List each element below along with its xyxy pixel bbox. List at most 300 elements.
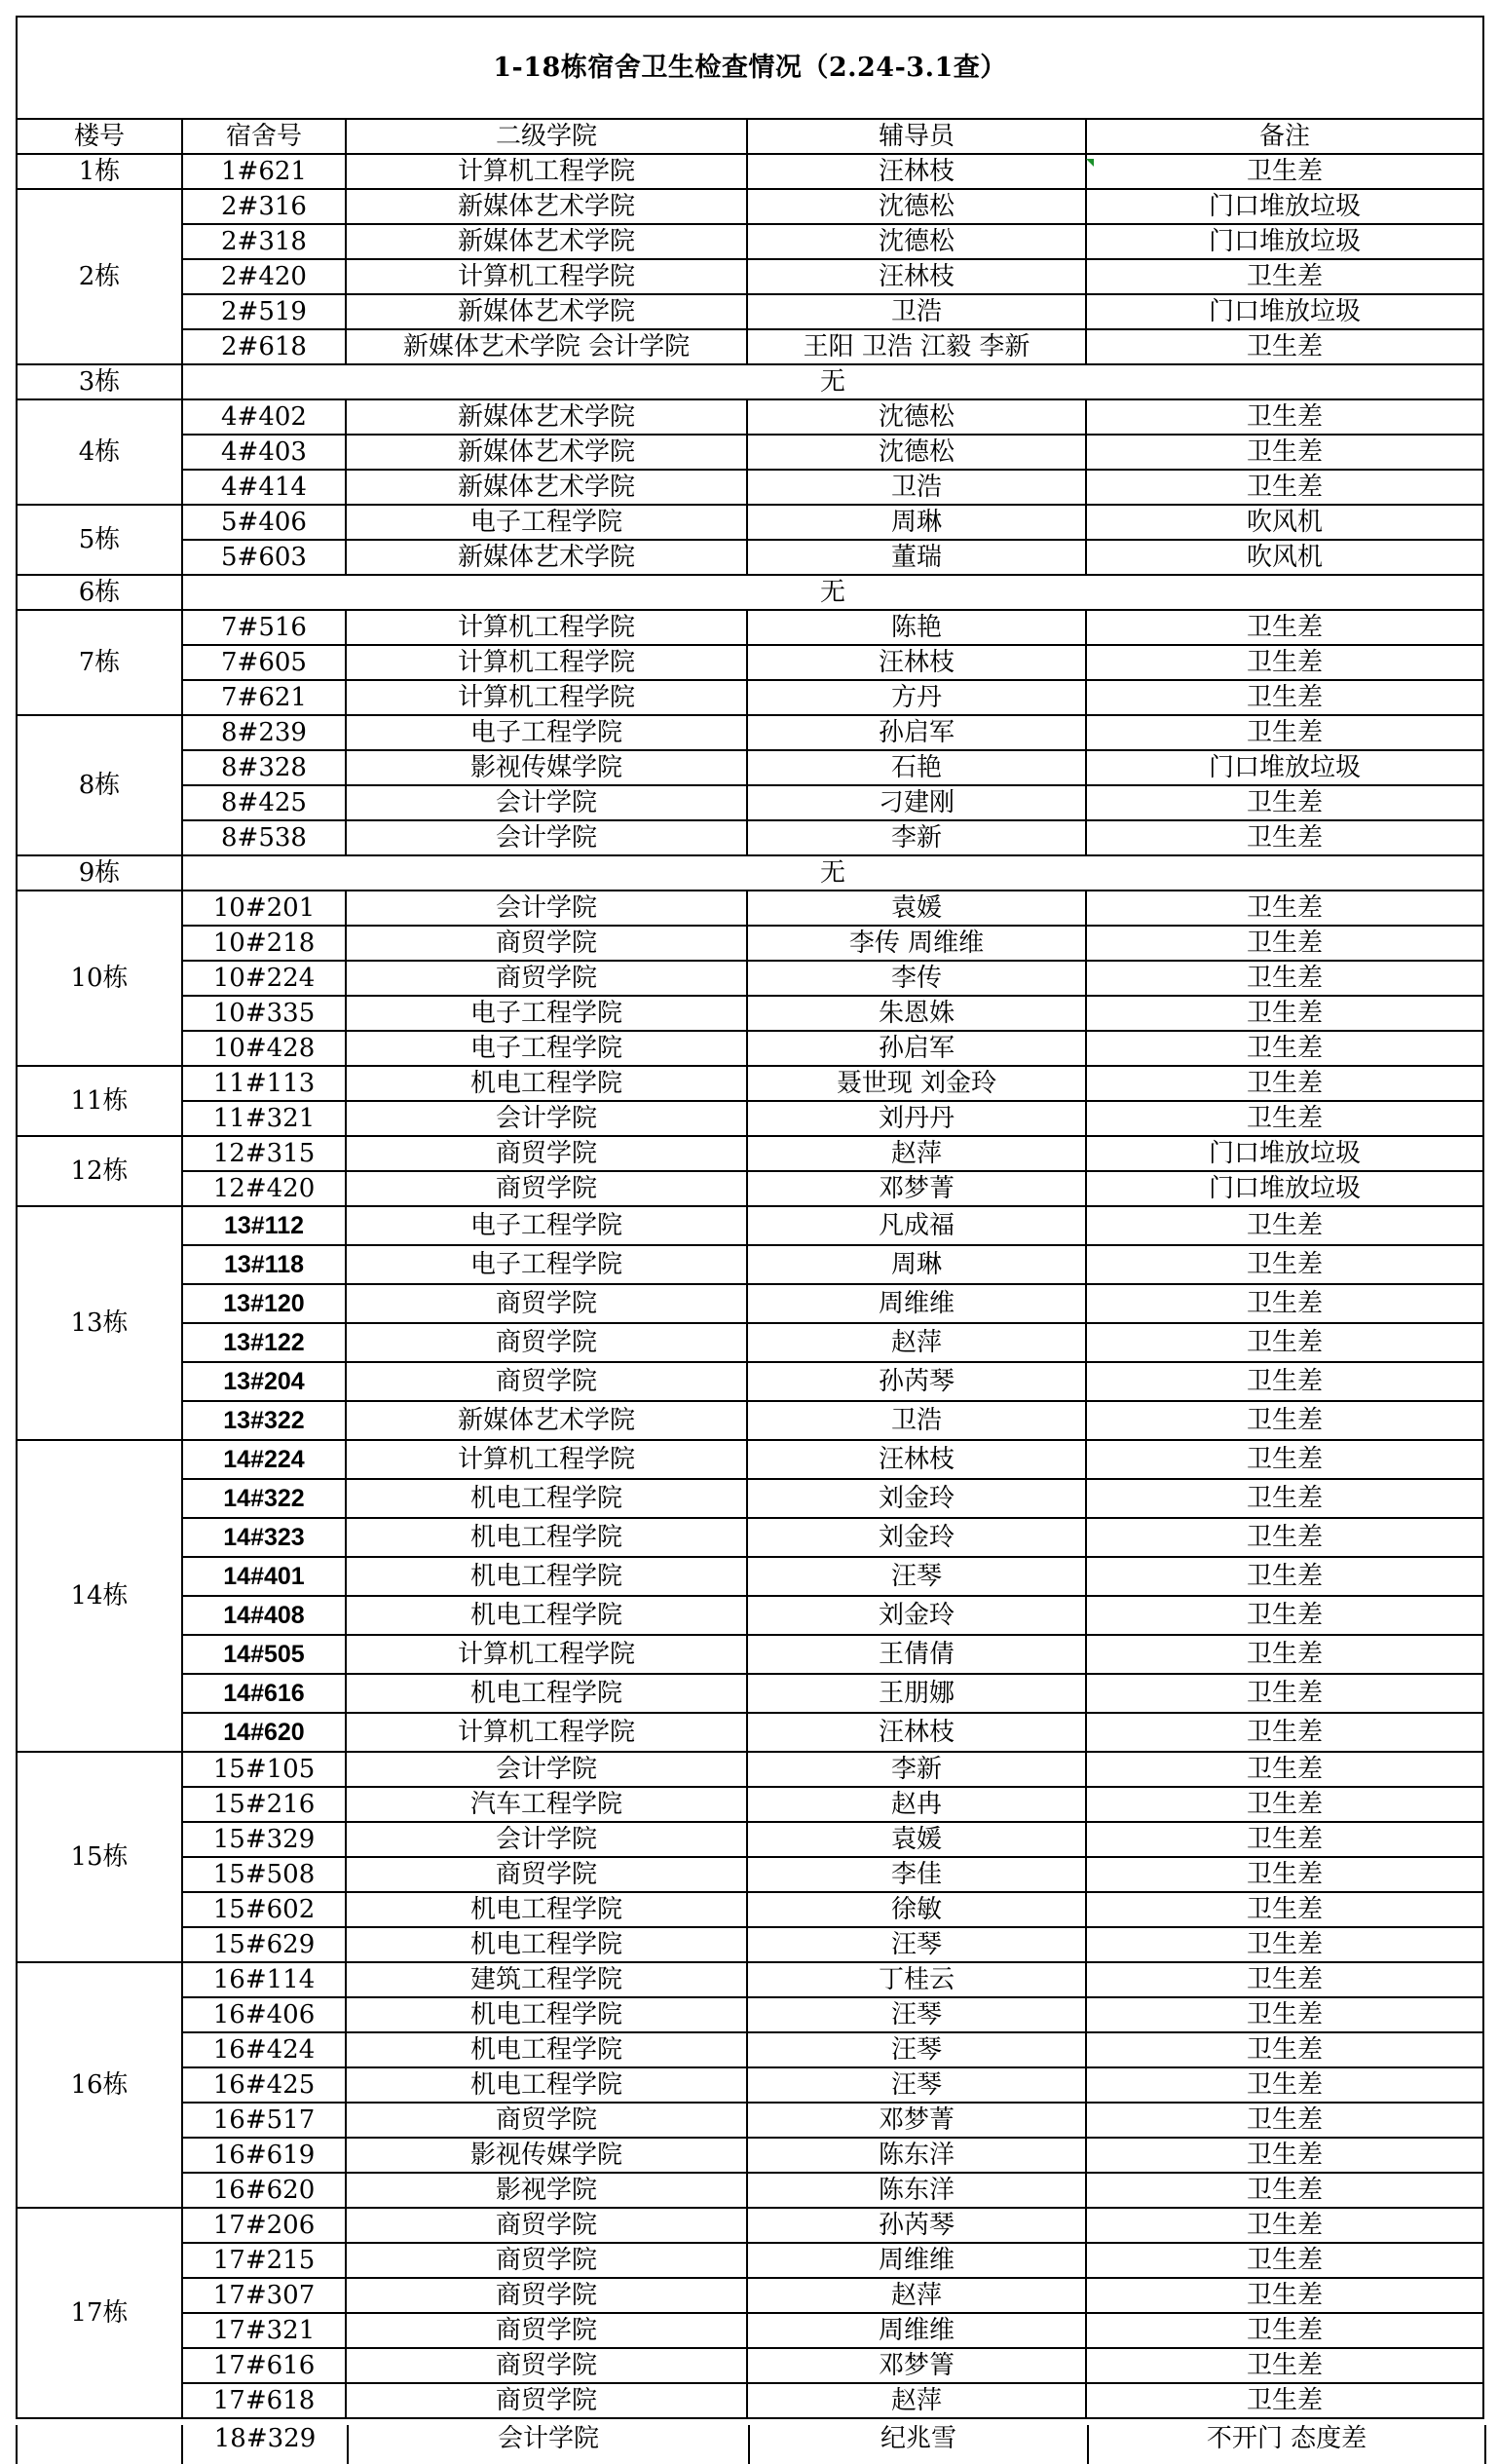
remark-cell: 吹风机 — [1086, 505, 1483, 540]
counselor-cell: 刘金玲 — [747, 1518, 1086, 1557]
remark-cell: 门口堆放垃圾 — [1086, 1171, 1483, 1206]
table-row — [17, 1674, 1483, 1713]
counselor-cell: 徐敏 — [747, 1892, 1086, 1927]
college-cell: 商贸学院 — [346, 1323, 747, 1362]
table-row — [17, 1752, 1483, 1787]
college-cell: 新媒体艺术学院 — [346, 470, 747, 505]
room-cell: 11#113 — [182, 1066, 346, 1101]
room-cell: 16#424 — [182, 2032, 346, 2067]
table-row — [17, 224, 1483, 259]
building-cell: 15栋 — [17, 1752, 182, 1962]
counselor-cell: 邓梦菁 — [747, 1171, 1086, 1206]
counselor-cell: 邓梦菁 — [747, 2103, 1086, 2138]
remark-cell: 卫生差 — [1086, 961, 1483, 996]
table-row — [17, 2383, 1483, 2418]
building-cell: 9栋 — [17, 855, 182, 891]
room-cell: 4#403 — [182, 435, 346, 470]
college-cell: 机电工程学院 — [346, 1479, 747, 1518]
table-row — [17, 1892, 1483, 1927]
table-row — [17, 1635, 1483, 1674]
table-row — [17, 2173, 1483, 2208]
remark-cell: 卫生差 — [1086, 2313, 1483, 2348]
table-row — [17, 1171, 1483, 1206]
table-row — [17, 2348, 1483, 2383]
building-cell: 10栋 — [17, 891, 182, 1066]
counselor-cell: 赵萍 — [747, 2278, 1086, 2313]
none-cell: 无 — [182, 855, 1483, 891]
remark-cell: 卫生差 — [1086, 1752, 1483, 1787]
remark-cell: 卫生差 — [1086, 1479, 1483, 1518]
room-cell: 16#114 — [182, 1962, 346, 1997]
table-row — [17, 1962, 1483, 1997]
remark-cell: 卫生差 — [1086, 1440, 1483, 1479]
remark-cell: 卫生差 — [1086, 715, 1483, 750]
college-cell: 商贸学院 — [346, 961, 747, 996]
room-cell: 16#620 — [182, 2173, 346, 2208]
college-cell: 新媒体艺术学院 会计学院 — [346, 329, 747, 364]
college-cell: 电子工程学院 — [346, 505, 747, 540]
room-cell: 17#215 — [182, 2243, 346, 2278]
college-cell: 计算机工程学院 — [346, 1713, 747, 1752]
college-cell: 机电工程学院 — [346, 1927, 747, 1962]
counselor-cell: 卫浩 — [747, 294, 1086, 329]
remark-cell: 卫生差 — [1086, 2067, 1483, 2103]
room-cell: 2#519 — [182, 294, 346, 329]
room-cell: 15#629 — [182, 1927, 346, 1962]
counselor-cell: 周维维 — [747, 2243, 1086, 2278]
room-cell: 8#538 — [182, 820, 346, 855]
room-cell: 12#420 — [182, 1171, 346, 1206]
room-cell: 4#402 — [182, 399, 346, 435]
college-cell: 会计学院 — [346, 891, 747, 926]
remark-cell: 门口堆放垃圾 — [1086, 1136, 1483, 1171]
table-row — [17, 2032, 1483, 2067]
remark-cell: 卫生差 — [1086, 1245, 1483, 1284]
table-row — [17, 329, 1483, 364]
remark-cell: 卫生差 — [1086, 785, 1483, 820]
college-cell: 计算机工程学院 — [346, 1440, 747, 1479]
table-row — [17, 1284, 1483, 1323]
remark-cell: 吹风机 — [1086, 540, 1483, 575]
remark-cell: 卫生差 — [1086, 1557, 1483, 1596]
header-building: 楼号 — [17, 119, 182, 154]
building-cell: 13栋 — [17, 1206, 182, 1440]
building-cell: 12栋 — [17, 1136, 182, 1206]
room-cell: 8#425 — [182, 785, 346, 820]
college-cell: 商贸学院 — [346, 1171, 747, 1206]
room-cell: 2#420 — [182, 259, 346, 294]
remark-cell: 卫生差 — [1086, 645, 1483, 680]
room-cell: 14#401 — [182, 1557, 346, 1596]
remark-cell: 卫生差 — [1086, 2243, 1483, 2278]
counselor-cell: 周琳 — [747, 1245, 1086, 1284]
table-row — [17, 961, 1483, 996]
counselor-cell: 陈东洋 — [747, 2173, 1086, 2208]
remark-cell: 卫生差 — [1086, 470, 1483, 505]
remark-cell: 卫生差 — [1086, 1892, 1483, 1927]
college-cell: 会计学院 — [346, 820, 747, 855]
counselor-cell: 王朋娜 — [747, 1674, 1086, 1713]
college-cell: 新媒体艺术学院 — [346, 1401, 747, 1440]
remark-cell: 卫生差 — [1086, 680, 1483, 715]
counselor-cell: 汪林枝 — [747, 1440, 1086, 1479]
college-cell: 机电工程学院 — [346, 1674, 747, 1713]
remark-cell: 卫生差 — [1086, 1031, 1483, 1066]
remark-cell: 卫生差 — [1086, 329, 1483, 364]
remark-cell: 卫生差 — [1086, 2173, 1483, 2208]
room-cell: 16#425 — [182, 2067, 346, 2103]
table-row — [17, 2208, 1483, 2243]
room-cell: 11#321 — [182, 1101, 346, 1136]
header-row — [17, 119, 1483, 154]
header-counselor: 辅导员 — [747, 119, 1086, 154]
college-cell: 机电工程学院 — [346, 1892, 747, 1927]
counselor-cell: 纪兆雪 — [748, 2425, 1087, 2464]
room-cell: 15#216 — [182, 1787, 346, 1822]
table-row — [17, 1362, 1483, 1401]
counselor-cell: 李传 周维维 — [747, 926, 1086, 961]
remark-cell: 卫生差 — [1086, 820, 1483, 855]
table-row — [17, 680, 1483, 715]
room-cell: 15#105 — [182, 1752, 346, 1787]
counselor-cell: 汪琴 — [747, 2067, 1086, 2103]
room-cell: 5#406 — [182, 505, 346, 540]
remark-cell: 卫生差 — [1086, 891, 1483, 926]
room-cell: 4#414 — [182, 470, 346, 505]
remark-cell: 卫生差 — [1086, 1713, 1483, 1752]
table-row — [17, 2138, 1483, 2173]
remark-cell: 卫生差 — [1086, 1997, 1483, 2032]
room-cell: 7#605 — [182, 645, 346, 680]
counselor-cell: 刁建刚 — [747, 785, 1086, 820]
table-row — [17, 435, 1483, 470]
counselor-cell: 赵萍 — [747, 1136, 1086, 1171]
header-remark: 备注 — [1086, 119, 1483, 154]
table-row — [17, 645, 1483, 680]
room-cell: 5#603 — [182, 540, 346, 575]
room-cell: 14#322 — [182, 1479, 346, 1518]
table-row — [17, 2313, 1483, 2348]
table-row — [17, 1101, 1483, 1136]
counselor-cell: 卫浩 — [747, 1401, 1086, 1440]
table-row — [17, 470, 1483, 505]
building-cell: 17栋 — [17, 2208, 182, 2418]
counselor-cell: 汪林枝 — [747, 645, 1086, 680]
counselor-cell: 刘金玲 — [747, 1479, 1086, 1518]
remark-cell: 卫生差 — [1086, 2208, 1483, 2243]
table-row — [17, 750, 1483, 785]
college-cell: 影视传媒学院 — [346, 750, 747, 785]
table-row — [17, 1066, 1483, 1101]
room-cell: 14#620 — [182, 1713, 346, 1752]
table-row — [17, 1518, 1483, 1557]
college-cell: 电子工程学院 — [346, 1206, 747, 1245]
room-cell: 1#621 — [182, 154, 346, 189]
building-cell: 3栋 — [17, 364, 182, 399]
room-cell: 13#118 — [182, 1245, 346, 1284]
table-row — [17, 1479, 1483, 1518]
college-cell: 机电工程学院 — [346, 2032, 747, 2067]
remark-cell: 卫生差 — [1086, 1101, 1483, 1136]
college-cell: 商贸学院 — [346, 2103, 747, 2138]
room-cell: 10#218 — [182, 926, 346, 961]
table-row — [17, 1927, 1483, 1962]
remark-cell: 卫生差 — [1086, 1596, 1483, 1635]
counselor-cell: 周维维 — [747, 1284, 1086, 1323]
remark-cell: 卫生差 — [1086, 1362, 1483, 1401]
remark-cell: 卫生差 — [1086, 259, 1483, 294]
counselor-cell: 汪林枝 — [747, 259, 1086, 294]
remark-cell: 门口堆放垃圾 — [1086, 189, 1483, 224]
building-cell: 6栋 — [17, 575, 182, 610]
counselor-cell: 李新 — [747, 1752, 1086, 1787]
room-cell: 12#315 — [182, 1136, 346, 1171]
remark-cell: 卫生差 — [1086, 435, 1483, 470]
table-row — [17, 891, 1483, 926]
counselor-cell: 沈德松 — [747, 435, 1086, 470]
table-row-empty — [17, 855, 1483, 891]
college-cell: 计算机工程学院 — [346, 154, 747, 189]
table-row — [17, 1596, 1483, 1635]
counselor-cell: 赵冉 — [747, 1787, 1086, 1822]
counselor-cell: 陈艳 — [747, 610, 1086, 645]
counselor-cell: 邓梦箐 — [747, 2348, 1086, 2383]
table-row — [17, 1245, 1483, 1284]
room-cell: 13#120 — [182, 1284, 346, 1323]
counselor-cell: 孙启军 — [747, 715, 1086, 750]
college-cell: 商贸学院 — [346, 2348, 747, 2383]
college-cell: 计算机工程学院 — [346, 645, 747, 680]
building-cell: 8栋 — [17, 715, 182, 855]
room-cell: 16#406 — [182, 1997, 346, 2032]
college-cell: 计算机工程学院 — [346, 610, 747, 645]
room-cell: 10#335 — [182, 996, 346, 1031]
counselor-cell: 孙启军 — [747, 1031, 1086, 1066]
college-cell: 商贸学院 — [346, 2313, 747, 2348]
table-row — [17, 610, 1483, 645]
college-cell: 机电工程学院 — [346, 1596, 747, 1635]
counselor-cell: 汪琴 — [747, 2032, 1086, 2067]
remark-cell: 卫生差 — [1086, 1284, 1483, 1323]
remark-cell: 卫生差 — [1086, 2348, 1483, 2383]
college-cell: 电子工程学院 — [346, 1245, 747, 1284]
counselor-cell: 汪林枝 — [747, 154, 1086, 189]
remark-cell: 卫生差 — [1086, 1323, 1483, 1362]
counselor-cell: 丁桂云 — [747, 1962, 1086, 1997]
room-cell: 8#328 — [182, 750, 346, 785]
remark-cell: 卫生差 — [1086, 2278, 1483, 2313]
counselor-cell: 李佳 — [747, 1857, 1086, 1892]
counselor-cell: 周琳 — [747, 505, 1086, 540]
college-cell: 商贸学院 — [346, 926, 747, 961]
counselor-cell: 沈德松 — [747, 399, 1086, 435]
college-cell: 电子工程学院 — [346, 1031, 747, 1066]
header-room: 宿舍号 — [182, 119, 346, 154]
table-row — [17, 154, 1483, 189]
college-cell: 电子工程学院 — [346, 715, 747, 750]
table-row-empty — [17, 575, 1483, 610]
building-cell: 4栋 — [17, 399, 182, 505]
remark-cell: 卫生差 — [1086, 2138, 1483, 2173]
cell-comment-marker — [1086, 159, 1094, 167]
counselor-cell: 卫浩 — [747, 470, 1086, 505]
remark-cell: 卫生差 — [1086, 1401, 1483, 1440]
counselor-cell: 方丹 — [747, 680, 1086, 715]
remark-cell: 门口堆放垃圾 — [1086, 224, 1483, 259]
table-row — [17, 1031, 1483, 1066]
table-row — [17, 189, 1483, 224]
counselor-cell: 聂世现 刘金玲 — [747, 1066, 1086, 1101]
table-row-partial — [16, 2425, 1486, 2464]
counselor-cell: 汪林枝 — [747, 1713, 1086, 1752]
college-cell: 会计学院 — [346, 1101, 747, 1136]
college-cell: 计算机工程学院 — [346, 680, 747, 715]
counselor-cell: 刘丹丹 — [747, 1101, 1086, 1136]
room-cell: 8#239 — [182, 715, 346, 750]
counselor-cell: 李新 — [747, 820, 1086, 855]
table-row — [17, 1557, 1483, 1596]
none-cell: 无 — [182, 364, 1483, 399]
remark-cell: 卫生差 — [1086, 2032, 1483, 2067]
college-cell: 商贸学院 — [346, 2208, 747, 2243]
room-cell: 17#616 — [182, 2348, 346, 2383]
counselor-cell: 王阳 卫浩 江毅 李新 — [747, 329, 1086, 364]
table-row — [17, 540, 1483, 575]
room-cell: 7#621 — [182, 680, 346, 715]
counselor-cell: 刘金玲 — [747, 1596, 1086, 1635]
room-cell: 7#516 — [182, 610, 346, 645]
counselor-cell: 袁媛 — [747, 1822, 1086, 1857]
remark-cell: 卫生差 — [1086, 1962, 1483, 1997]
remark-cell: 卫生差 — [1086, 154, 1483, 189]
table-row — [17, 2103, 1483, 2138]
room-cell: 2#618 — [182, 329, 346, 364]
remark-cell: 卫生差 — [1086, 1066, 1483, 1101]
college-cell: 会计学院 — [346, 1822, 747, 1857]
college-cell: 机电工程学院 — [346, 1518, 747, 1557]
room-cell: 18#329 — [181, 2425, 347, 2464]
remark-cell: 卫生差 — [1086, 1674, 1483, 1713]
room-cell: 14#505 — [182, 1635, 346, 1674]
table-row — [17, 1857, 1483, 1892]
counselor-cell: 孙芮琴 — [747, 1362, 1086, 1401]
remark-cell: 门口堆放垃圾 — [1086, 750, 1483, 785]
table-row — [17, 715, 1483, 750]
counselor-cell: 沈德松 — [747, 189, 1086, 224]
college-cell: 汽车工程学院 — [346, 1787, 747, 1822]
table-row — [17, 785, 1483, 820]
remark-cell: 门口堆放垃圾 — [1086, 294, 1483, 329]
college-cell: 会计学院 — [346, 785, 747, 820]
remark-cell: 卫生差 — [1086, 2103, 1483, 2138]
table-row-empty — [17, 364, 1483, 399]
college-cell: 新媒体艺术学院 — [346, 294, 747, 329]
remark-cell: 卫生差 — [1086, 1927, 1483, 1962]
college-cell: 商贸学院 — [346, 1857, 747, 1892]
college-cell: 新媒体艺术学院 — [346, 189, 747, 224]
remark-cell: 卫生差 — [1086, 1518, 1483, 1557]
college-cell: 会计学院 — [347, 2425, 748, 2464]
room-cell: 14#616 — [182, 1674, 346, 1713]
counselor-cell: 汪琴 — [747, 1927, 1086, 1962]
room-cell: 14#323 — [182, 1518, 346, 1557]
room-cell: 15#508 — [182, 1857, 346, 1892]
college-cell: 商贸学院 — [346, 1284, 747, 1323]
college-cell: 建筑工程学院 — [346, 1962, 747, 1997]
building-cell: 16栋 — [17, 1962, 182, 2208]
college-cell: 机电工程学院 — [346, 1557, 747, 1596]
counselor-cell: 王倩倩 — [747, 1635, 1086, 1674]
college-cell: 电子工程学院 — [346, 996, 747, 1031]
remark-cell: 卫生差 — [1086, 399, 1483, 435]
room-cell: 17#206 — [182, 2208, 346, 2243]
college-cell: 商贸学院 — [346, 2278, 747, 2313]
counselor-cell: 袁媛 — [747, 891, 1086, 926]
remark-cell: 卫生差 — [1086, 1822, 1483, 1857]
counselor-cell: 石艳 — [747, 750, 1086, 785]
college-cell: 计算机工程学院 — [346, 1635, 747, 1674]
college-cell: 机电工程学院 — [346, 2067, 747, 2103]
counselor-cell: 周维维 — [747, 2313, 1086, 2348]
table-row — [17, 1136, 1483, 1171]
remark-cell: 卫生差 — [1086, 1635, 1483, 1674]
building-cell: 11栋 — [17, 1066, 182, 1136]
college-cell: 机电工程学院 — [346, 1066, 747, 1101]
remark-cell: 卫生差 — [1086, 1206, 1483, 1245]
counselor-cell: 凡成福 — [747, 1206, 1086, 1245]
table-row — [17, 820, 1483, 855]
room-cell: 16#517 — [182, 2103, 346, 2138]
remark-cell: 卫生差 — [1086, 1787, 1483, 1822]
college-cell: 商贸学院 — [346, 2383, 747, 2418]
room-cell: 10#428 — [182, 1031, 346, 1066]
table-row — [17, 1997, 1483, 2032]
table-row — [17, 926, 1483, 961]
counselor-cell: 李传 — [747, 961, 1086, 996]
room-cell: 13#322 — [182, 1401, 346, 1440]
table-row — [17, 1822, 1483, 1857]
remark-cell: 卫生差 — [1086, 610, 1483, 645]
room-cell: 17#618 — [182, 2383, 346, 2418]
building-cell: 1栋 — [17, 154, 182, 189]
college-cell: 计算机工程学院 — [346, 259, 747, 294]
remark-cell: 卫生差 — [1086, 996, 1483, 1031]
remark-cell: 卫生差 — [1086, 926, 1483, 961]
college-cell: 影视学院 — [346, 2173, 747, 2208]
table-row — [17, 1713, 1483, 1752]
table-row — [17, 1323, 1483, 1362]
table-row — [17, 2243, 1483, 2278]
building-cell: 2栋 — [17, 189, 182, 364]
table-row — [17, 1440, 1483, 1479]
college-cell: 商贸学院 — [346, 2243, 747, 2278]
college-cell: 机电工程学院 — [346, 1997, 747, 2032]
table-row — [17, 1787, 1483, 1822]
college-cell: 新媒体艺术学院 — [346, 540, 747, 575]
college-cell: 影视传媒学院 — [346, 2138, 747, 2173]
college-cell: 会计学院 — [346, 1752, 747, 1787]
table-row — [17, 294, 1483, 329]
table-row — [17, 259, 1483, 294]
room-cell: 15#329 — [182, 1822, 346, 1857]
counselor-cell: 董瑞 — [747, 540, 1086, 575]
remark-cell: 卫生差 — [1086, 2383, 1483, 2418]
room-cell: 10#201 — [182, 891, 346, 926]
table-row — [17, 1401, 1483, 1440]
building-cell: 7栋 — [17, 610, 182, 715]
room-cell: 17#321 — [182, 2313, 346, 2348]
header-college: 二级学院 — [346, 119, 747, 154]
